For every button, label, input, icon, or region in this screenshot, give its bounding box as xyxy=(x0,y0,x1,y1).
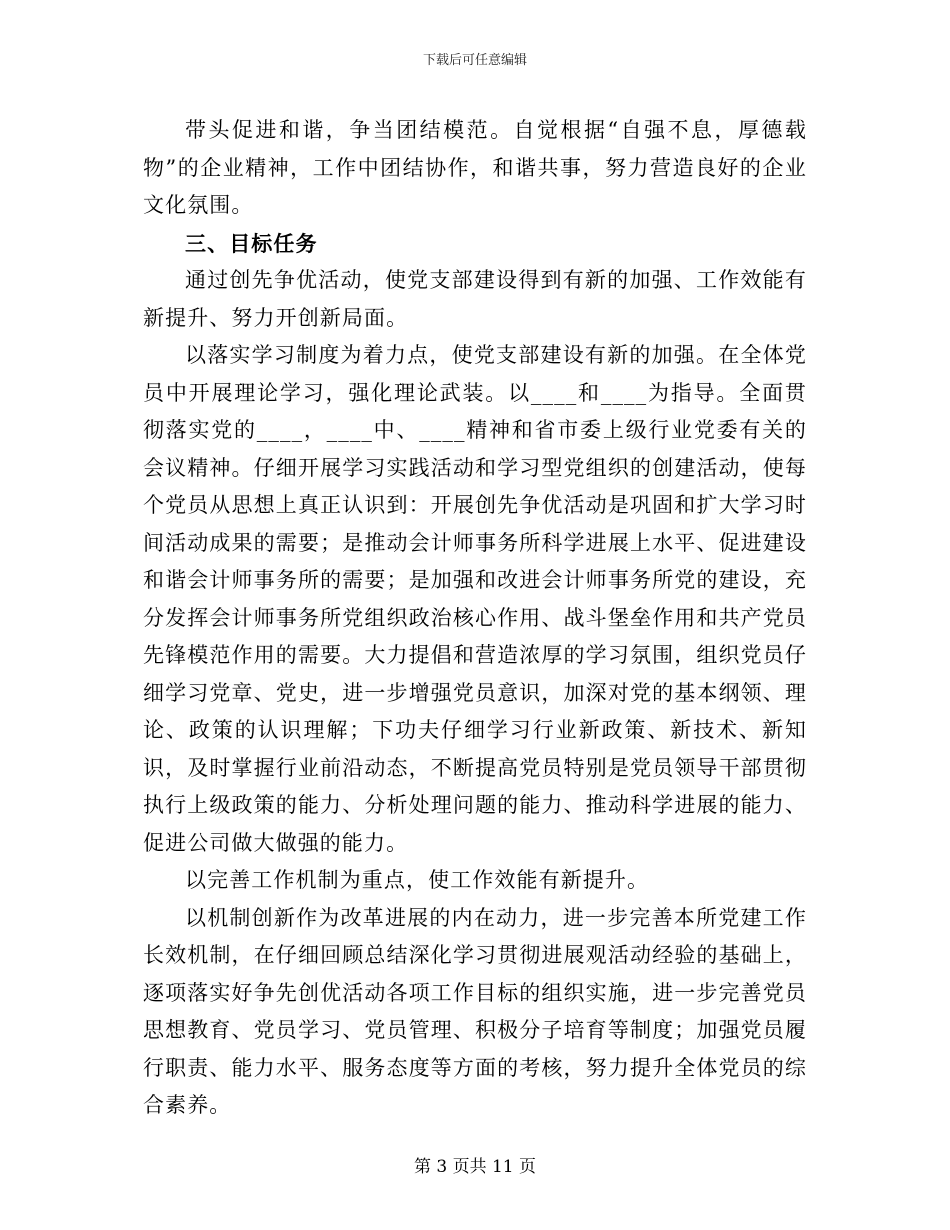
page-header: 下载后可任意编辑 xyxy=(422,53,527,68)
paragraph-goal-intro: 通过创先争优活动，使党支部建设得到有新的加强、工作效能有新提升、努力开创新局面。 xyxy=(143,268,807,330)
paragraph-harmony: 带头促进和谐，争当团结模范。自觉根据“自强不息，厚德载物”的企业精神，工作中团结协作，和谐共事，努力营造良好的企业文化氛围。 xyxy=(143,118,807,217)
section-heading-goals: 三、目标任务 xyxy=(185,230,318,256)
paragraph-study-system: 以落实学习制度为着力点，使党支部建设有新的加强。在全体党员中开展理论学习，强化理论武装。以____和____为指导。全面贯彻落实党的____，____中、____精神和省市委上级行业党委有关的会议精神。仔细开展学习实践活动和学习型党组织的创建活动，使每个党员从思想上真正认识到：开展创先争优活动是巩固和扩大学习时间活动成果的需要；是推动会计师事务所科学进展上水平、促进建设和谐会计师事务所的需要；是加强和改进会计师事务所党的建设，充分发挥会计师事务所党组织政治核心作用、战斗堡垒作用和共产党员先锋模范作用的需要。大力提倡和营造浓厚的学习氛围，组织党员仔细学习党章、党史，进一步增强党员意识，加深对党的基本纲领、理论、政策的认识理解；下功夫仔细学习行业新政策、新技术、新知识，及时掌握行业前沿动态，不断提高党员特别是党员领导干部贯彻执行上级政策的能力、分析处理问题的能力、推动科学进展的能力、促进公司做大做强的能力。 xyxy=(143,343,807,855)
paragraph-work-mechanism: 以完善工作机制为重点，使工作效能有新提升。 xyxy=(185,868,650,892)
page-footer: 第 3 页共 11 页 xyxy=(413,1157,537,1177)
document-body xyxy=(143,112,807,1125)
paragraph-mechanism-innovation: 以机制创新作为改革进展的内在动力，进一步完善本所党建工作长效机制，在仔细回顾总结深化学习贯彻进展观活动经验的基础上，逐项落实好争先创优活动各项工作目标的组织实施，进一步完善党员思想教育、党员学习、党员管理、积极分子培育等制度；加强党员履行职责、能力水平、服务态度等方面的考核，努力提升全体党员的综合素养。 xyxy=(143,905,807,1117)
